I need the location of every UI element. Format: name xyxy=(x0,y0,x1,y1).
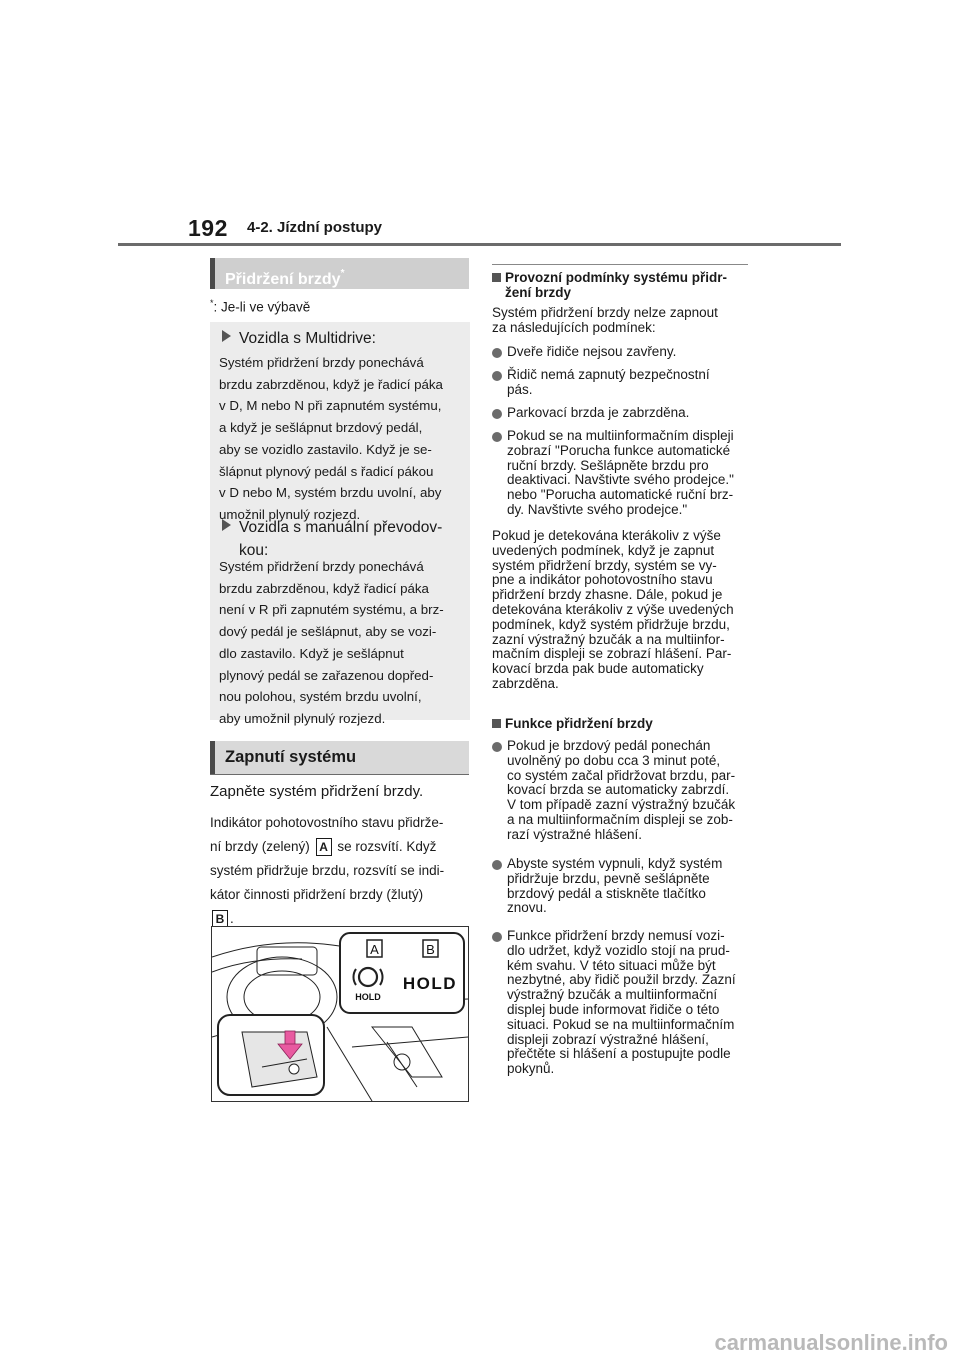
condition-bullet xyxy=(492,429,754,518)
text-line: razí výstražné hlášení. xyxy=(507,826,643,842)
text-line: pás. xyxy=(507,381,533,397)
text-line: nebo "Porucha automatické ruční brz- xyxy=(507,487,734,503)
text-line: brzdu zabrzděnou, když je řadicí páka xyxy=(219,376,443,392)
text-line: uvedených podmínek, když je zapnut xyxy=(492,542,715,558)
footnote-text: : Je-li ve výbavě xyxy=(213,299,311,315)
function-heading xyxy=(492,716,752,731)
bullet-dot-icon xyxy=(492,742,502,752)
conditions-heading xyxy=(492,270,752,300)
heading-brake-hold xyxy=(210,258,469,289)
text-line: brzdový pedál a stiskněte tlačítko xyxy=(507,885,706,901)
text-line: ruční brzdy. Sešlápněte brzdu pro xyxy=(507,457,709,473)
text-line: mačním displeji se zobrazí hlášení. Par- xyxy=(492,646,732,662)
text-line: situaci. Pokud se na multiinformačním xyxy=(507,1016,735,1032)
text-line: kém svahu. V této situaci může být xyxy=(507,957,716,973)
text-line: plynový pedál se zařazenou dopřed- xyxy=(219,667,434,683)
text-line: co systém začal přidržovat brzdu, par- xyxy=(507,767,736,783)
watermark: carmanualsonline.info xyxy=(714,1330,948,1355)
dashboard-illustration xyxy=(211,926,469,1102)
text-line: dlo udržet, když vozidlo stojí na prud- xyxy=(507,942,730,958)
right-column-divider xyxy=(492,264,748,265)
text-line: Parkovací brzda je zabrzděna. xyxy=(507,405,690,420)
bullet-dot-icon xyxy=(492,432,502,442)
text-line: umožnil plynulý rozjezd. xyxy=(219,506,361,522)
conditions-heading-l1: Provozní podmínky systému přidr- xyxy=(505,270,728,285)
text-fragment: ní brzdy (zelený) xyxy=(210,839,310,854)
text-line: dový pedál je sešlápnut, aby se vozi- xyxy=(219,624,437,640)
text-line: dy. Navštivte svého prodejce." xyxy=(507,501,688,517)
label-b-marker: B xyxy=(212,910,228,928)
conditions-intro xyxy=(492,306,752,336)
text-line: kovací brzda pak bude automaticky xyxy=(492,661,704,677)
text-line: dlo zastavilo. Když je sešlápnut xyxy=(219,645,404,661)
text-line: a když je sešlápnut brzdový pedál, xyxy=(219,420,423,436)
text-line: Pokud se na multiinformačním displeji xyxy=(507,428,734,443)
text-line: v D nebo M, systém brzdu uvolní, aby xyxy=(219,485,442,501)
text-line: přečtěte si hlášení a postupujte podle xyxy=(507,1046,731,1062)
text-line: nou polohou, systém brzdu uvolní, xyxy=(219,689,422,705)
text-line xyxy=(210,835,468,859)
text-line: šlápnut plynový pedál s řadicí pákou xyxy=(219,463,434,479)
condition-bullet xyxy=(492,406,754,421)
bullet-dot-icon xyxy=(492,348,502,358)
triangle-bullet-icon xyxy=(222,330,231,342)
function-bullet xyxy=(492,857,754,916)
variant-multidrive-title-text: Vozidla s Multidrive: xyxy=(239,330,376,347)
square-bullet-icon xyxy=(492,273,501,282)
text-fragment: se rozsvítí. Když xyxy=(337,839,437,854)
text-line: Systém přidržení brzdy ponechává xyxy=(219,355,424,370)
text-line: přidržuje brzdu, pevně sešlápněte xyxy=(507,870,710,886)
variant-multidrive-title xyxy=(222,327,462,350)
heading-underline xyxy=(210,774,469,775)
instruction-heading: Zapněte systém přidržení brzdy. xyxy=(210,783,424,800)
condition-bullet xyxy=(492,368,754,398)
text-line: za následujících podmínek: xyxy=(492,319,656,335)
text-line: Pokud je brzdový pedál ponechán xyxy=(507,738,711,753)
header-divider xyxy=(118,243,841,246)
bullet-dot-icon xyxy=(492,932,502,942)
text-line: Systém přidržení brzdy nelze zapnout xyxy=(492,305,718,320)
function-bullet xyxy=(492,929,754,1077)
text-line: nezbytné, aby řidič použil brzdy. Zazní xyxy=(507,972,736,988)
text-line: deaktivaci. Navštivte svého prodejce." xyxy=(507,472,734,488)
text-line: pokynů. xyxy=(507,1061,555,1077)
heading-turn-on-system: Zapnutí systému xyxy=(210,741,469,774)
bullet-dot-icon xyxy=(492,409,502,419)
indicator-inset xyxy=(340,933,464,1013)
illus-hold-big: HOLD xyxy=(402,974,458,993)
text-line: zabrzděna. xyxy=(492,675,559,691)
text-line: zobrazí "Porucha funkce automatické xyxy=(507,442,731,458)
heading-mark: * xyxy=(340,268,345,279)
heading-brake-hold-text: Přidržení brzdy xyxy=(225,271,341,288)
footnote xyxy=(210,298,310,315)
text-fragment: . xyxy=(230,911,234,926)
function-bullet xyxy=(492,739,754,843)
variant-manual-title-l2: kou: xyxy=(239,542,269,559)
dashboard-drawing xyxy=(212,927,468,1101)
text-line: zazní výstražný bzučák a na multiinfor- xyxy=(492,631,725,647)
text-line: podmínek, když systém přidržuje brzdu, xyxy=(492,616,730,632)
text-line: v D, M nebo N při zapnutém systému, xyxy=(219,398,442,414)
text-line: uvolněný po dobu cca 3 minut poté, xyxy=(507,752,721,768)
text-line: přidržení brzdy zhasne. Dále, pokud je xyxy=(492,587,723,603)
text-line: Abyste systém vypnuli, když systém xyxy=(507,856,723,871)
section-title: 4-2. Jízdní postupy xyxy=(247,219,383,236)
text-line: kovací brzda se automaticky zabrzdí. xyxy=(507,782,730,798)
illus-label-a: A xyxy=(370,942,379,957)
label-a-marker: A xyxy=(316,838,332,856)
conditions-heading-l2: žení brzdy xyxy=(505,285,572,300)
illus-label-b: B xyxy=(426,942,435,957)
text-line: pne a indikátor pohotovostního stavu xyxy=(492,572,713,588)
text-line: Systém přidržení brzdy ponechává xyxy=(219,559,424,574)
text-line: znovu. xyxy=(507,900,547,916)
text-line: displeji zobrazí výstražné hlášení, xyxy=(507,1031,709,1047)
square-bullet-icon xyxy=(492,719,501,728)
text-line: Indikátor pohotovostního stavu přidrže- xyxy=(210,815,444,830)
page-number: 192 xyxy=(188,215,228,241)
text-line: systém přidržuje brzdu, rozsvítí se indi- xyxy=(210,863,445,878)
text-line: není v R při zapnutém systému, a brz- xyxy=(219,602,444,618)
text-line: displej bude informovat řidiče o této xyxy=(507,1001,720,1017)
footnote-mark: * xyxy=(210,298,214,308)
variant-manual-text xyxy=(219,556,465,730)
text-line: a na multiinformačním displeji se zob- xyxy=(507,811,733,827)
conditions-paragraph xyxy=(492,529,752,692)
triangle-bullet-icon xyxy=(222,519,231,531)
bullet-dot-icon xyxy=(492,860,502,870)
text-line: aby se vozidlo zastavilo. Když je se- xyxy=(219,441,432,457)
function-heading-text: Funkce přidržení brzdy xyxy=(505,716,653,731)
text-line: brzdu zabrzděnou, když řadicí páka xyxy=(219,580,429,596)
illus-hold-small: HOLD xyxy=(355,992,381,1002)
text-line: Řidič nemá zapnutý bezpečnostní xyxy=(507,367,710,382)
text-line: detekována kterákoliv z výše uvedených xyxy=(492,601,734,617)
variant-manual-title-l1: Vozidla s manuální převodov- xyxy=(239,519,443,536)
text-line: V tom případě zazní výstražný bzučák xyxy=(507,797,736,813)
text-line: Pokud je detekována kterákoliv z výše xyxy=(492,528,721,543)
text-line: kátor činnosti přidržení brzdy (žlutý) xyxy=(210,887,424,902)
text-line: systém přidržení brzdy, systém se vy- xyxy=(492,557,717,573)
bullet-dot-icon xyxy=(492,371,502,381)
variant-multidrive-text xyxy=(219,352,465,526)
instruction-body xyxy=(210,811,468,931)
switch-inset xyxy=(218,1015,324,1095)
text-line: Dveře řidiče nejsou zavřeny. xyxy=(507,344,677,359)
text-line: výstražný bzučák a multiinformační xyxy=(507,987,718,1003)
condition-bullet xyxy=(492,345,754,360)
text-line: aby umožnil plynulý rozjezd. xyxy=(219,710,386,726)
text-line: Funkce přidržení brzdy nemusí vozi- xyxy=(507,928,725,943)
